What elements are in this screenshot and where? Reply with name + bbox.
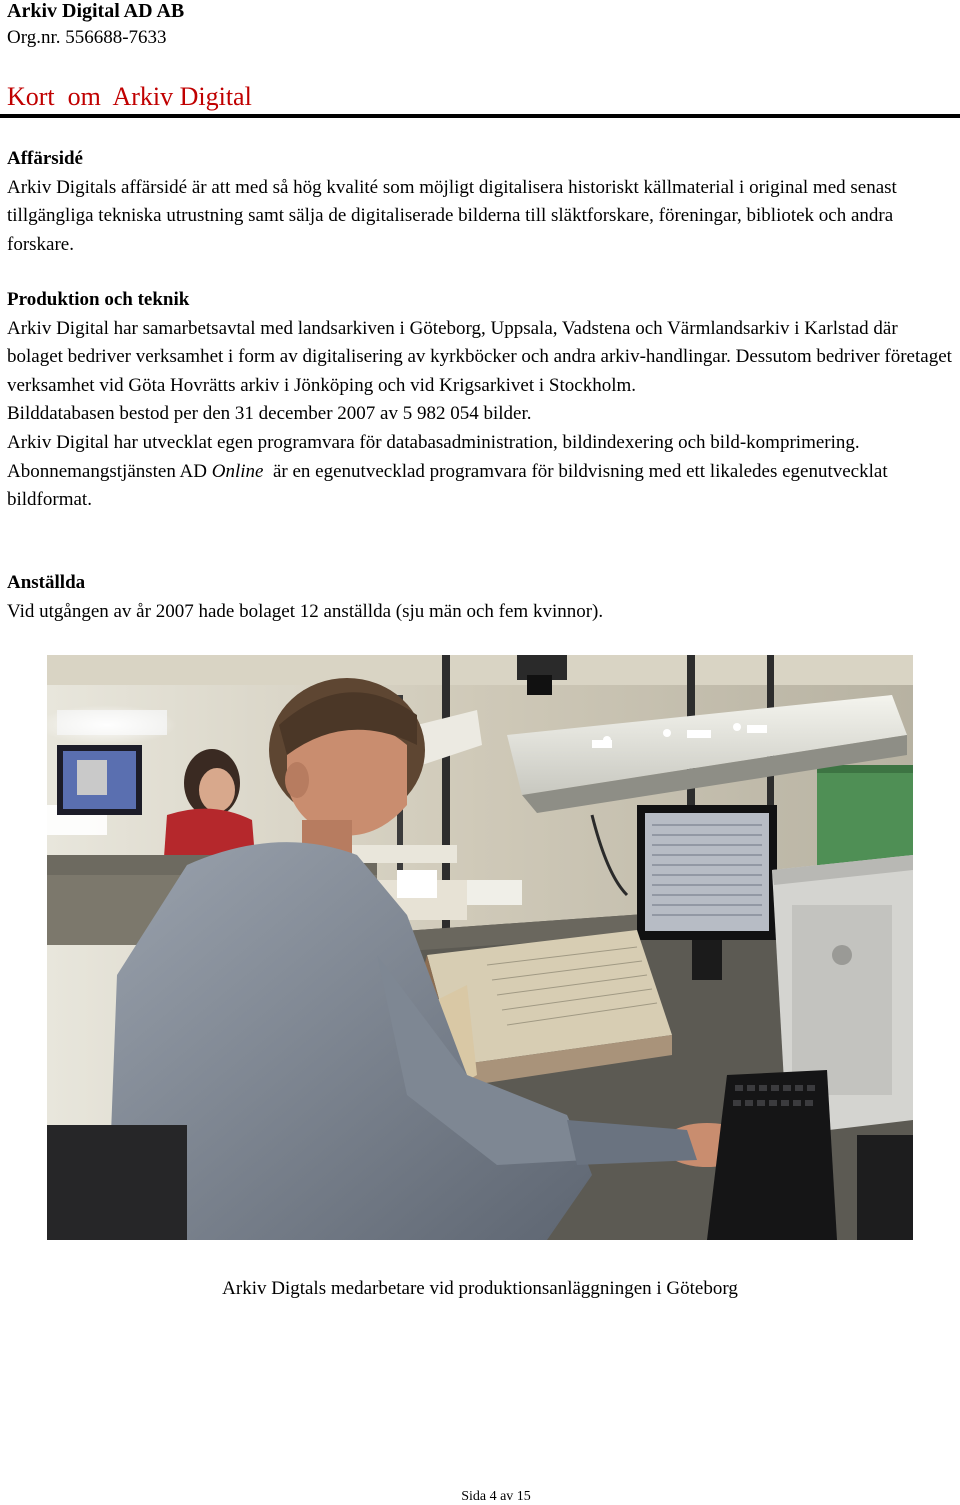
- produktion-text-after: är en egenutvecklad programvara för bildvisning med ett likaledes egenutvecklat bildformat.: [7, 460, 893, 511]
- org-number: Org.nr. 556688-7633: [7, 27, 167, 48]
- page-number: Sida 4 av 15: [461, 1489, 531, 1504]
- produktion-text-before: Arkiv Digital har utvecklat egen programvara för databasadministration, bildindexering och bild-komprimering. Abonnemangstjänsten AD: [7, 431, 860, 482]
- section-affarside: [7, 145, 952, 259]
- page-title: Kort om Arkiv Digital: [7, 82, 252, 111]
- section-text-anstallda: Vid utgången av år 2007 hade bolaget 12 anställda (sju män och fem kvinnor).: [7, 600, 604, 622]
- title-divider: [0, 114, 960, 118]
- production-facility-photo: [47, 655, 913, 1240]
- section-text-produktion-3: [7, 429, 952, 515]
- section-heading-anstallda: Anställda: [7, 572, 86, 593]
- online-service-name: Online: [211, 460, 264, 482]
- section-produktion: [7, 286, 952, 515]
- section-heading-affarside: Affärsidé: [7, 148, 83, 169]
- section-text-produktion-2: Bilddatabasen bestod per den 31 december 2007 av 5 982 054 bilder.: [7, 403, 532, 425]
- section-text-affarside: Arkiv Digitals affärsidé är att med så hög kvalité som möjligt digitalisera historiskt källmaterial i original med senast tillgängliga tekniska utrustning samt sälja de digitaliserade bilderna till släktforskare, föreningar, bibliotek och andra forskare.: [7, 176, 897, 255]
- company-name: Arkiv Digital AD AB: [7, 0, 185, 22]
- section-heading-produktion: Produktion och teknik: [7, 289, 190, 310]
- photo-illustration: [47, 655, 913, 1240]
- photo-caption: Arkiv Digtals medarbetare vid produktionsanläggningen i Göteborg: [222, 1278, 738, 1299]
- section-text-produktion-1: Arkiv Digital har samarbetsavtal med landsarkiven i Göteborg, Uppsala, Vadstena och Värmlandsarkiv i Karlstad där bolaget bedriver verksamhet i form av digitalisering av kyrkböcker och andra arkiv-handlingar. Dessutom bedriver företaget verksamhet vid Göta Hovrätts arkiv i Jönköping och vid Krigsarkivet i Stockholm.: [7, 317, 952, 396]
- section-anstallda: [7, 569, 952, 626]
